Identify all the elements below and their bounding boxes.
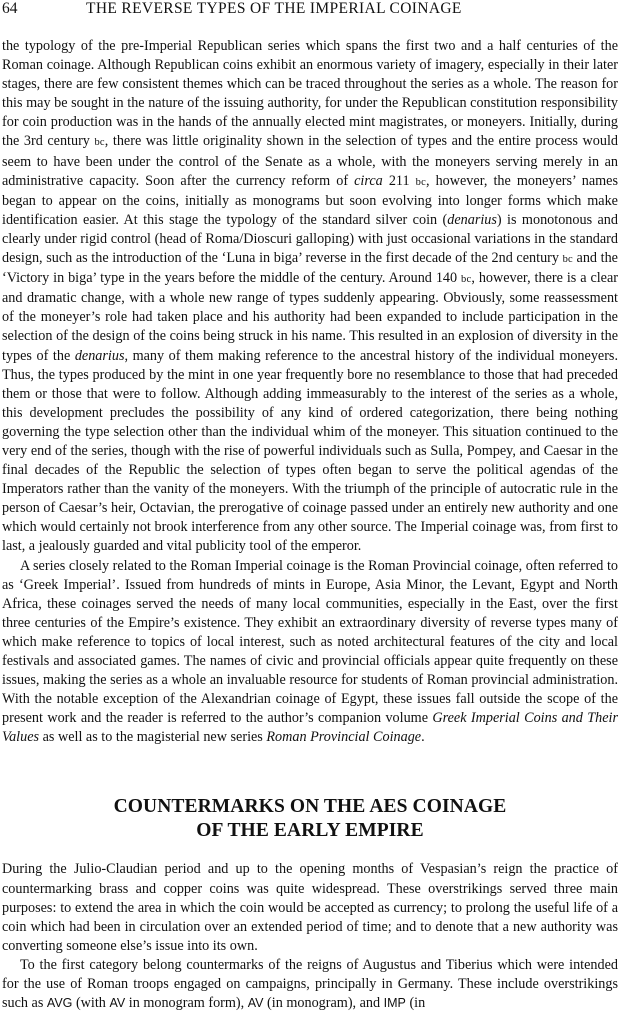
text-run: ) is monotonous and clearly under rigid control (head of Roma/Dioscuri galloping) with just occasional variations in the standard design, such as the introduction of the ‘Luna in biga’ reverse in the first decade of the 2nd century (2, 211, 618, 267)
countermark-text: AV (109, 996, 126, 1011)
text-run: (with (72, 995, 110, 1012)
book-title: Roman Provincial Coinage (266, 729, 422, 746)
italic-term: denarius (74, 347, 125, 364)
era-abbrev: bc (94, 137, 105, 149)
section-heading (2, 795, 618, 843)
text-run: (in (405, 995, 426, 1012)
text-run: (in monogram), and (263, 995, 384, 1012)
text-run: . (421, 729, 425, 746)
text-run: , however, there is a clear and dramatic change, with a whole new range of types suddenly appearing. Obviously, some reassessment of the moneyer’s role had taken place and his authority had been expanded to include participation in the selection of the design of the coins being struck in his name. This resulted in an explosion of diversity in the types of the (2, 270, 618, 364)
paragraph-republican-typology (2, 37, 618, 557)
countermark-text: AVG (46, 996, 73, 1011)
running-title: THE REVERSE TYPES OF THE IMPERIAL COINAGE (86, 0, 462, 17)
text-run: the typology of the pre-Imperial Republican series which spans the first two and a half centuries of the Roman coinage. Although Republican coins exhibit an enormous variety of imagery, especially in their later stages, there are few consistent themes which can be traced throughout the series as a whole. The reason for this may be sought in the nature of the issuing authority, for under the Republican constitution responsibility for coin production was in the hands of the annually elected mint magistrates, or moneyers. Initially, during the 3rd century (2, 38, 618, 150)
paragraph-countermark-categories (2, 956, 618, 1013)
text-run: as well as to the magisterial new series (39, 729, 267, 746)
text-run: in monogram form), (125, 995, 248, 1012)
era-abbrev: bc (461, 274, 472, 286)
text-run: , there was little originality shown in the selection of types and the entire process would seem to have been under the control of the Senate as a whole, with the moneyers serving merely in an administrative capacity. Soon after the currency reform of (2, 133, 618, 189)
italic-term: denarius (447, 211, 497, 228)
book-title: Greek Imperial Coins and Their Values (2, 710, 618, 746)
era-abbrev: bc (415, 176, 426, 188)
countermark-text: AV (247, 996, 264, 1011)
running-header (0, 0, 619, 18)
heading-line-2: OF THE EARLY EMPIRE (196, 820, 424, 842)
text-run: To the first category belong countermarks of the reigns of Augustus and Tiberius which were intended for the use of Roman troops engaged on campaigns, principally in Germany. These include overstrikings such as (2, 956, 618, 1012)
paragraph-countermark-purposes: During the Julio-Claudian period and up to the opening months of Vespasian’s reign the practice of countermarking brass and copper coins was quite widespread. These overstrikings served three main purposes: to extend the area in which the coin would be accepted as currency; to prolong the useful life of a coin which had been in circulation over an extended period of time; and to denote that a new authority was converting someone else’s issue into its own. (2, 861, 618, 954)
countermark-text: IMP (383, 996, 406, 1011)
text-run: 211 (382, 172, 416, 189)
text-run: and the ‘Victory in biga’ type in the years before the middle of the century. Around 140 (2, 250, 618, 287)
era-abbrev: bc (562, 254, 573, 266)
page-number: 64 (2, 0, 18, 17)
text-run: , however, the moneyers’ names began to appear on the coins, initially as monograms but soon evolving into longer forms which make identification easier. At this stage the typology of the standard silver coin ( (2, 172, 618, 228)
body-text (2, 37, 618, 1013)
text-run: , many of them making reference to the ancestral history of the individual moneyers. Thus, the types produced by the mint in one year frequently bore no resemblance to those that had preceded them or those that were to follow. Although adding immeasurably to the interest of the series as a whole, this development precludes the possibility of any kind of ordered categorization, there being nothing governing the type selection other than the individual whim of the moneyer. This situation continued to the very end of the series, though with the rise of powerful individuals such as Sulla, Pompey, and Caesar in the final decades of the Republic the selection of types often began to serve the political agendas of the Imperators rather than the vanity of the moneyers. With the triumph of the principle of autocratic rule in the person of Caesar’s heir, Octavian, the prerogative of coinage passed under an entirely new authority and one which would certainly not brook interference from any other source. The Imperial coinage was, from first to last, a jealously guarded and vital publicity tool of the emperor. (2, 347, 618, 555)
text-run: A series closely related to the Roman Imperial coinage is the Roman Provincial coinage, often referred to as ‘Greek Imperial’. Issued from hundreds of mints in Europe, Asia Minor, the Levant, Egypt and North Africa, these coinages served the needs of many local communities, especially in the East, over the first three centuries of the Empire’s existence. They exhibit an extraordinary diversity of reverse types many of which make reference to topics of local interest, such as noted architectural features of the city and local festivals and associated games. The names of civic and provincial officials appear quite frequently on these issues, making the series as a whole an invaluable resource for students of Roman provincial administration. With the notable exception of the Alexandrian coinage of Egypt, these issues fall outside the scope of the present work and the reader is referred to the author’s companion volume (2, 557, 618, 727)
heading-line-1: COUNTERMARKS ON THE AES COINAGE (113, 796, 507, 818)
paragraph-provincial-coinage (2, 557, 618, 748)
italic-term: circa (354, 172, 383, 189)
